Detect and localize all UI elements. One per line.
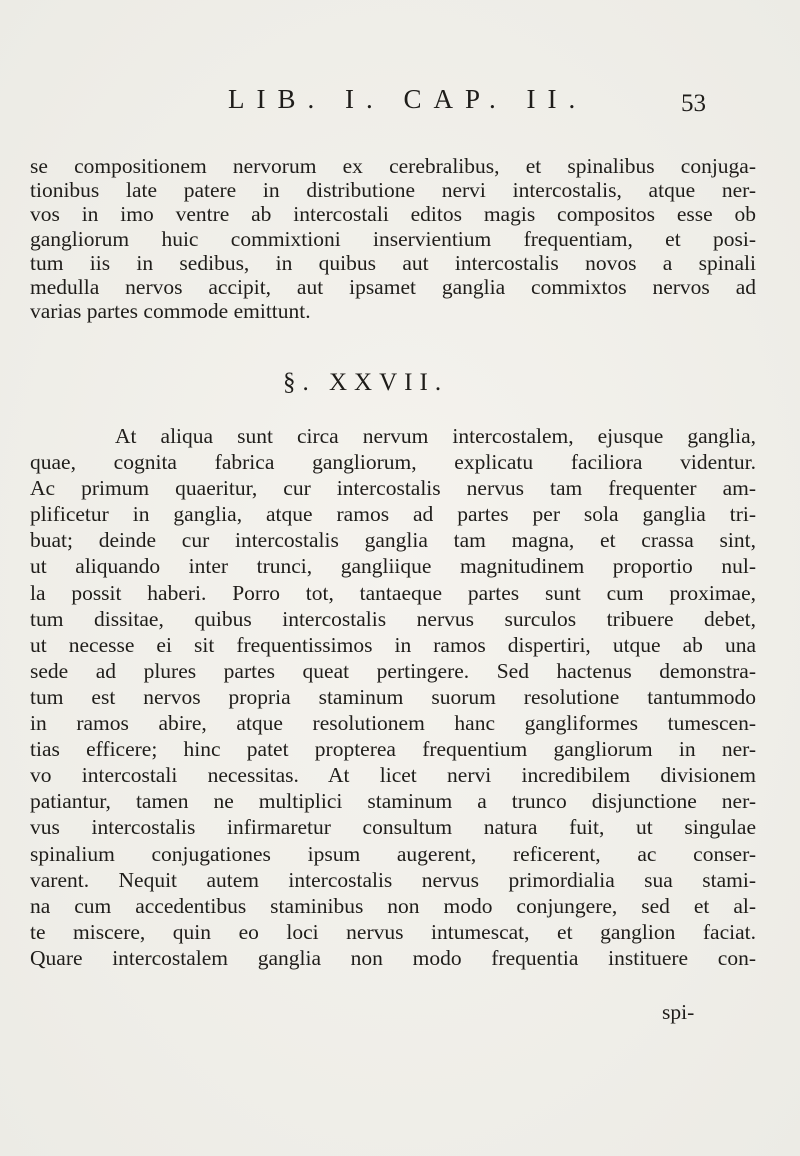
- text-line: vos in imo ventre ab intercostali editos magis compositos esse ob: [30, 202, 756, 227]
- paragraph-continued: [30, 154, 756, 323]
- text-line: varent. Nequit autem intercostalis nervus primordialia sua stami-: [30, 867, 756, 892]
- text-line: medulla nervos accipit, aut ipsamet ganglia commixtos nervos ad: [30, 274, 756, 299]
- text-line: patiantur, tamen ne multiplici staminum a trunco disjunctione ner-: [30, 789, 756, 814]
- text-line: ut aliquando inter trunci, gangliique magnitudinem proportio nul-: [30, 554, 756, 579]
- text-line: tum est nervos propria staminum suorum resolutione tantummodo: [30, 684, 756, 709]
- text-line: sede ad plures partes queat pertingere. Sed hactenus demonstra-: [30, 658, 756, 683]
- text-line: tum iis in sedibus, in quibus aut intercostalis novos a spinali: [30, 250, 756, 275]
- text-line: varias partes commode emittunt.: [30, 299, 311, 324]
- text-line: Quare intercostalem ganglia non modo frequentia instituere con-: [30, 945, 756, 970]
- text-line: gangliorum huic commixtioni inservientium frequentiam, et posi-: [30, 226, 756, 251]
- text-line: tionibus late patere in distributione nervi intercostalis, atque ner-: [30, 178, 756, 203]
- text-line: te miscere, quin eo loci nervus intumescat, et ganglion faciat.: [30, 919, 756, 944]
- text-line: vo intercostali necessitas. At licet nervi incredibilem divisionem: [30, 763, 756, 788]
- catchword: spi-: [662, 1000, 695, 1024]
- text-line: in ramos abire, atque resolutionem hanc gangliformes tumescen-: [30, 711, 756, 736]
- text-line: plificetur in ganglia, atque ramos ad partes per sola ganglia tri-: [30, 502, 756, 527]
- text-line: spinalium conjugationes ipsum augerent, reficerent, ac conser-: [30, 841, 756, 866]
- text-line: se compositionem nervorum ex cerebralibus, et spinalibus conjuga-: [30, 154, 756, 178]
- running-head: LIB. I. CAP. II.: [228, 84, 588, 114]
- text-line: buat; deinde cur intercostalis ganglia tam magna, et crassa sint,: [30, 528, 756, 553]
- paragraph-section-xxvii: [30, 423, 756, 971]
- text-line: la possit haberi. Porro tot, tantaeque partes sunt cum proximae,: [30, 580, 756, 605]
- text-line: vus intercostalis infirmaretur consultum natura fuit, ut singulae: [30, 815, 756, 840]
- text-line: quae, cognita fabrica gangliorum, explicatu faciliora videntur.: [30, 450, 756, 475]
- text-line: na cum accedentibus staminibus non modo conjungere, sed et al-: [30, 893, 756, 918]
- page-number: 53: [681, 90, 706, 117]
- section-heading: §. XXVII.: [283, 369, 449, 396]
- page-header: [0, 84, 800, 124]
- text-line: ut necesse ei sit frequentissimos in ramos dispertiri, utque ab una: [30, 632, 756, 657]
- text-line: tias efficere; hinc patet propterea frequentium gangliorum in ner-: [30, 737, 756, 762]
- text-line: tum dissitae, quibus intercostalis nervus surculos tribuere debet,: [30, 606, 756, 631]
- text-line: At aliqua sunt circa nervum intercostalem, ejusque ganglia,: [115, 424, 756, 448]
- text-line: Ac primum quaeritur, cur intercostalis nervus tam frequenter am-: [30, 476, 756, 501]
